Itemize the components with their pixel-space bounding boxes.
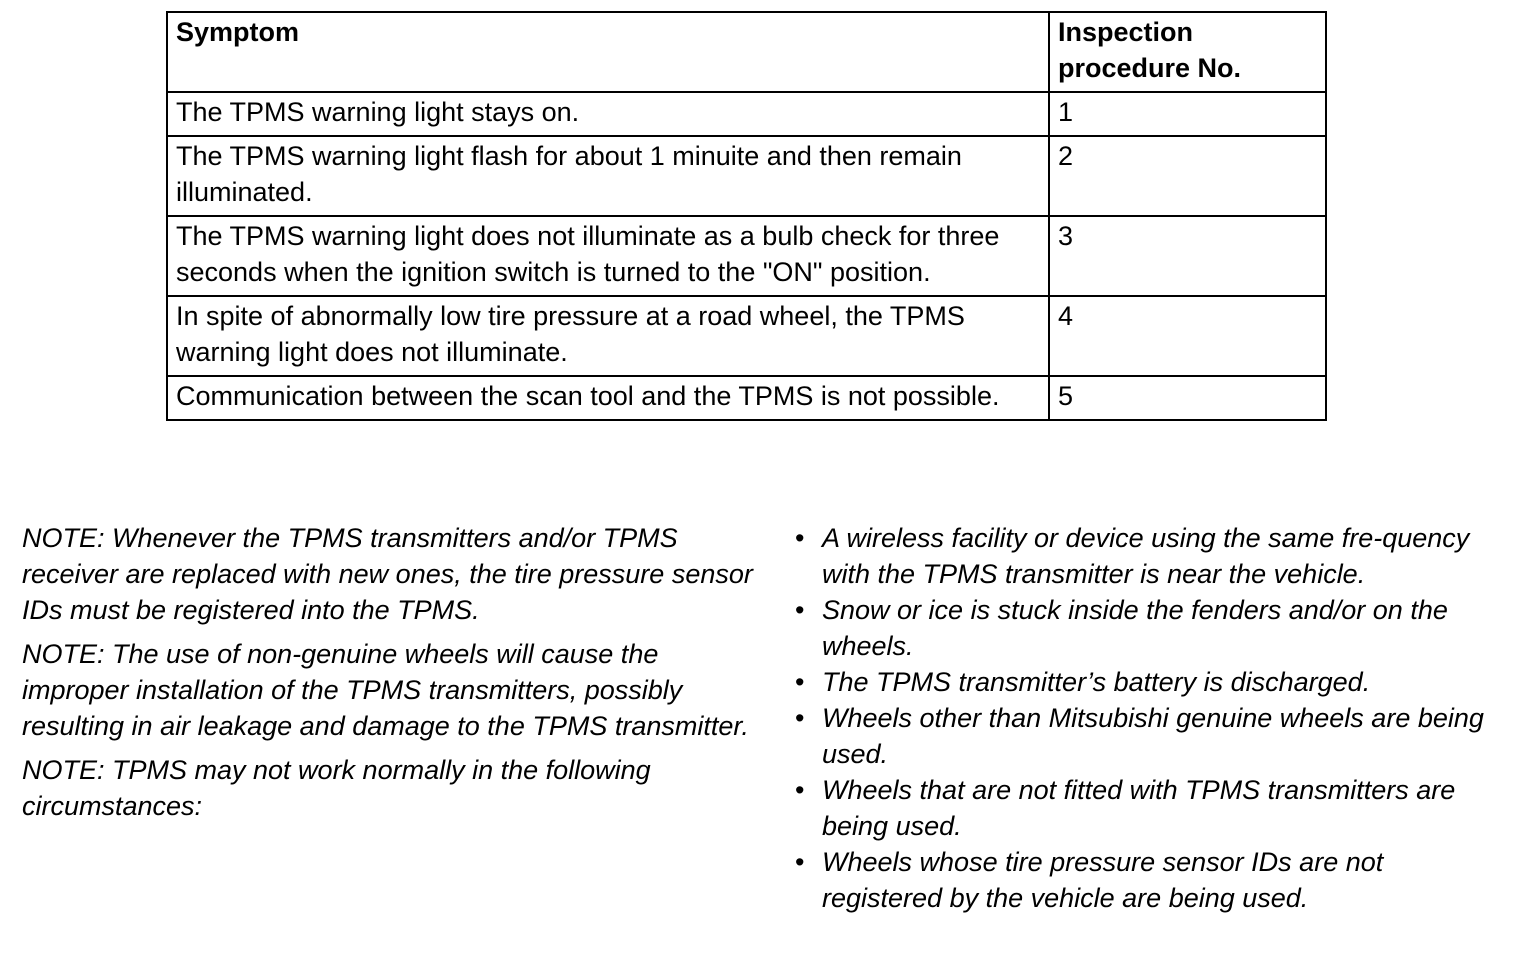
note-registration: NOTE: Whenever the TPMS transmitters and/or TPMS receiver are replaced with new ones, the tire pressure sensor IDs must be registered into the TPMS.	[22, 523, 753, 625]
list-item-text: Snow or ice is stuck inside the fenders and/or on the wheels.	[822, 595, 1448, 661]
list-item-text: Wheels whose tire pressure sensor IDs are not registered by the vehicle are being used.	[822, 847, 1384, 913]
list-item-text: Wheels that are not fitted with TPMS transmitters are being used.	[822, 775, 1456, 841]
bullet-icon: •	[795, 595, 805, 625]
procedure-cell: 2	[1049, 136, 1326, 216]
table-row	[167, 376, 1326, 420]
note-circumstances: NOTE: TPMS may not work normally in the following circumstances:	[22, 755, 651, 821]
symptom-cell: In spite of abnormally low tire pressure at a road wheel, the TPMS warning light does not illuminate.	[167, 296, 1049, 376]
list-item	[792, 844, 1502, 916]
symptom-cell: The TPMS warning light flash for about 1 minuite and then remain illuminated.	[167, 136, 1049, 216]
symptom-cell: The TPMS warning light stays on.	[167, 92, 1049, 136]
bullet-icon: •	[795, 523, 805, 553]
symptom-cell: Communication between the scan tool and the TPMS is not possible.	[167, 376, 1049, 420]
list-item-text: Wheels other than Mitsubishi genuine wheels are being used.	[822, 703, 1484, 769]
list-item	[792, 664, 1502, 700]
table-header-row	[167, 12, 1326, 92]
table-row	[167, 296, 1326, 376]
header-inspection-procedure: Inspection procedure No.	[1049, 12, 1326, 92]
procedure-cell: 1	[1049, 92, 1326, 136]
list-item-text: A wireless facility or device using the same fre-quency with the TPMS transmitter is near the vehicle.	[822, 523, 1470, 589]
note-non-genuine-wheels: NOTE: The use of non-genuine wheels will cause the improper installation of the TPMS transmitters, possibly resulting in air leakage and damage to the TPMS transmitter.	[22, 639, 749, 741]
bullet-icon: •	[795, 703, 805, 733]
bullet-icon: •	[795, 847, 805, 877]
procedure-cell: 4	[1049, 296, 1326, 376]
circumstances-list	[792, 520, 1502, 916]
list-item-text: The TPMS transmitter’s battery is discharged.	[822, 667, 1371, 697]
bullet-icon: •	[795, 667, 805, 697]
bullet-icon: •	[795, 775, 805, 805]
list-item	[792, 520, 1502, 592]
list-item	[792, 700, 1502, 772]
procedure-cell: 5	[1049, 376, 1326, 420]
procedure-cell: 3	[1049, 216, 1326, 296]
list-item	[792, 772, 1502, 844]
header-symptom: Symptom	[167, 12, 1049, 92]
table-row	[167, 216, 1326, 296]
notes-column	[22, 520, 762, 832]
symptom-cell: The TPMS warning light does not illuminate as a bulb check for three seconds when the ignition switch is turned to the "ON" position.	[167, 216, 1049, 296]
symptom-table	[166, 11, 1327, 421]
list-item	[792, 592, 1502, 664]
table-row	[167, 92, 1326, 136]
table-row	[167, 136, 1326, 216]
